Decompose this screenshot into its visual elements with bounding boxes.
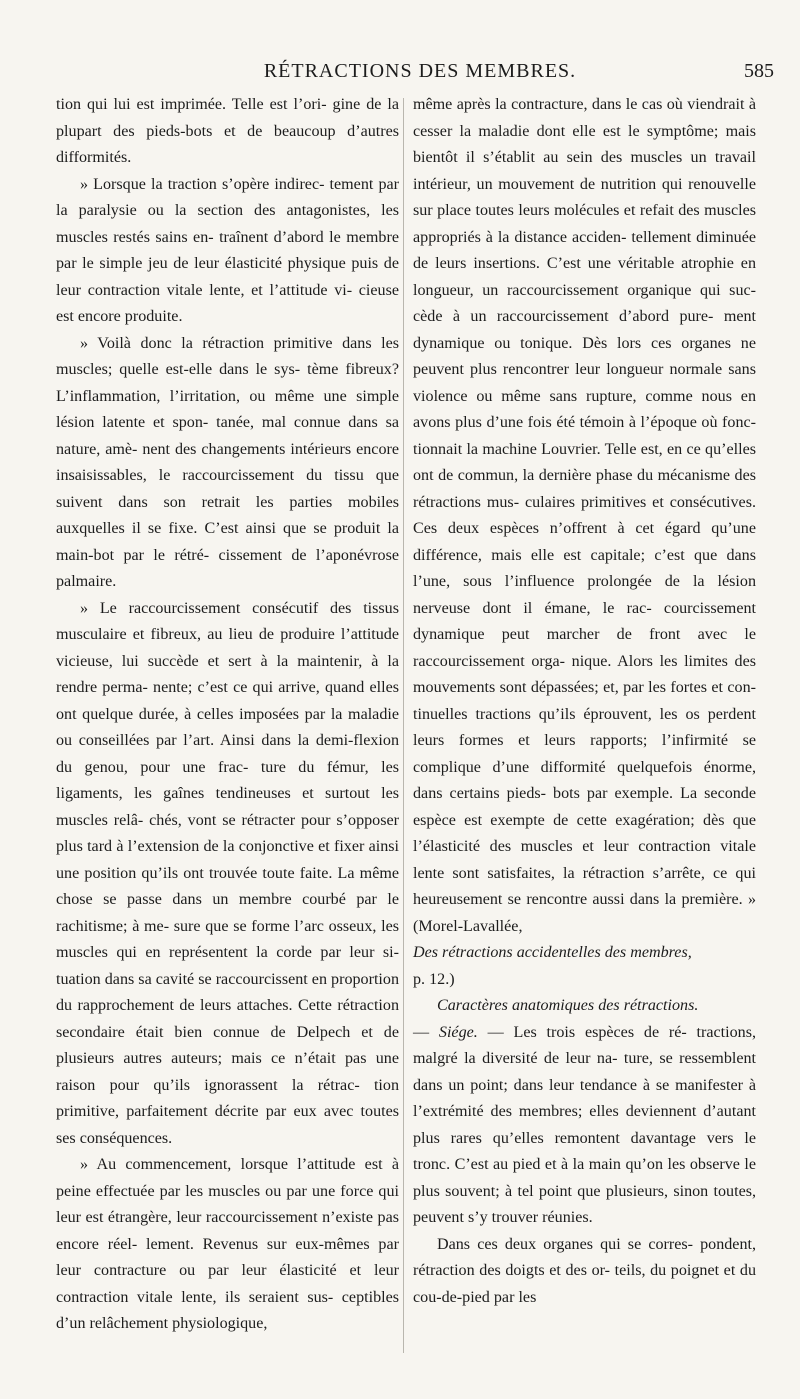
right-column bbox=[413, 92, 756, 1311]
right-paragraph-3: Dans ces deux organes qui se corres- pondent, rétraction des doigts et des or- teils, du poignet et du cou-de-pied par les bbox=[413, 1235, 756, 1306]
left-paragraph-5: » Au commencement, lorsque l’attitude est à peine effectuée par les muscles ou par une force qui leur est étrangère, leur raccourcissement n’existe pas encore réel- lement. Revenus sur eux-mêmes par leur contracture ou par leur élasticité et leur contraction vitale lente, ils seraient sus- ceptibles d’un relâchement physiologique, bbox=[56, 1156, 399, 1332]
left-paragraph-3: » Voilà donc la rétraction primitive dans les muscles; quelle est-elle dans le sys- tème fibreux? L’inflammation, l’irritation, ou même une simple lésion latente et spon- tanée, mal connue dans sa nature, amè- nent des changements intérieurs encore insaisissables, le raccourcissement du tissu que suivent dans son retrait les parties mobiles auxquelles il se fixe. C’est ainsi que se produit la main-bot par le rétré- cissement de l’aponévrose palmaire. bbox=[56, 334, 399, 590]
citation-title: Des rétractions accidentelles des membres, bbox=[413, 944, 692, 961]
left-paragraph-1: tion qui lui est imprimée. Telle est l’ori- gine de la plupart des pieds-bots et de beaucoup d’autres difformités. bbox=[56, 96, 399, 166]
section-dash: — bbox=[413, 1023, 430, 1041]
citation-page: p. 12.) bbox=[413, 970, 455, 988]
subsection-title: Siége. bbox=[438, 1023, 478, 1041]
page-number: 585 bbox=[744, 60, 774, 82]
left-paragraph-2: » Lorsque la traction s’opère indirec- tement par la paralysie ou la section des antagonistes, les muscles restés sains en- traînent d’abord le membre par le simple jeu de leur élasticité physique puis de leur contraction vitale lente, et l’attitude vi- cieuse est encore produite. bbox=[56, 175, 399, 325]
left-paragraph-4: » Le raccourcissement consécutif des tissus musculaire et fibreux, au lieu de produire l’attitude vicieuse, lui succède et sert à la maintenir, à la rendre perma- nente; c’est ce qui arrive, quand elles ont quelque durée, à celles imposées par la maladie ou conseillées par l’art. Ainsi dans la demi-flexion du genou, pour une frac- ture du fémur, les ligaments, les gaînes tendineuses et surtout les muscles relâ- chés, vont se rétracter pour s’opposer plus tard à l’extension de la conjonctive et fixer ainsi une position qu’ils ont trouvée toute faite. La même chose se passe dans un membre courbé par le rachitisme; à me- sure que se forme l’arc osseux, les muscles qui en représentent la corde par leur si- tuation dans sa cavité se raccourcissent en proportion du rapprochement de leurs attaches. Cette rétraction secondaire était bien connue de Delpech et de plusieurs autres auteurs; mais ce n’était pas une raison pour qu’ils ignorassent la rétrac- tion primitive, parfaitement décrite par eux avec toutes ses conséquences. bbox=[56, 599, 399, 1147]
section-title: Caractères anatomiques des rétractions. bbox=[437, 997, 699, 1014]
right-paragraph-1: même après la contracture, dans le cas où viendrait à cesser la maladie dont elle est le symptôme; mais bientôt il s’établit au sein des muscles un travail intérieur, un mouvement de nutrition qui renouvelle sur place toutes leurs molécules et refait des muscles appropriés à la distance acciden- tellement diminuée de leurs insertions. C’est une véritable atrophie en longueur, un raccourcissement organique qui suc- cède à un raccourcissement d’abord pure- ment dynamique ou tonique. Dès lors ces organes ne peuvent plus rencontrer leur longueur normale sans violence ou même sans rupture, comme nous en avons plus d’une fois été témoin à l’époque où fonc- tionnait la machine Louvrier. Telle est, en ce qu’elles ont de commun, la dernière phase du mécanisme des rétractions mus- culaires primitives et consécutives. Ces deux espèces n’offrent à cet égard qu’une différence, mais elle est capitale; c’est que dans l’une, sous l’influence prolongée de la lésion nerveuse dont il émane, le rac- courcissement dynamique peut marcher de front avec le raccourcissement orga- nique. Alors les limites des mouvements sont dépassées; et, par les fortes et con- tinuelles tractions qu’ils éprouvent, les os perdent leurs formes et leurs rapports; l’infirmité se complique d’une difformité quelquefois énorme, dans certains pieds- bots par exemple. La seconde espèce est exempte de cette exagération; dès que l’élasticité des muscles et leur contraction vitale lente sont satisfaites, la rétraction s’arrête, ce qui heureusement se rencontre aussi dans la première. » (Morel-Lavallée, bbox=[413, 96, 756, 935]
right-paragraph-2 bbox=[413, 1020, 756, 1232]
citation-line bbox=[413, 940, 756, 967]
left-column bbox=[56, 92, 399, 1338]
running-title: RÉTRACTIONS DES MEMBRES. bbox=[263, 60, 577, 82]
right-paragraph-2-text: — Les trois espèces de ré- tractions, malgré la diversité de leur na- ture, se ressemblent dans un point; dans leur tendance à se manifester à l’extrémité des membres; elles deviennent d’autant plus rares qu’elles remontent davantage vers le tronc. C’est au pied et à la main qu’on les observe le plus souvent; à tel point que plusieurs, sinon toutes, peuvent s’y trouver réunies. bbox=[413, 1023, 756, 1226]
section-heading-line bbox=[413, 993, 756, 1020]
running-head bbox=[60, 58, 780, 88]
column-divider bbox=[403, 98, 404, 1353]
